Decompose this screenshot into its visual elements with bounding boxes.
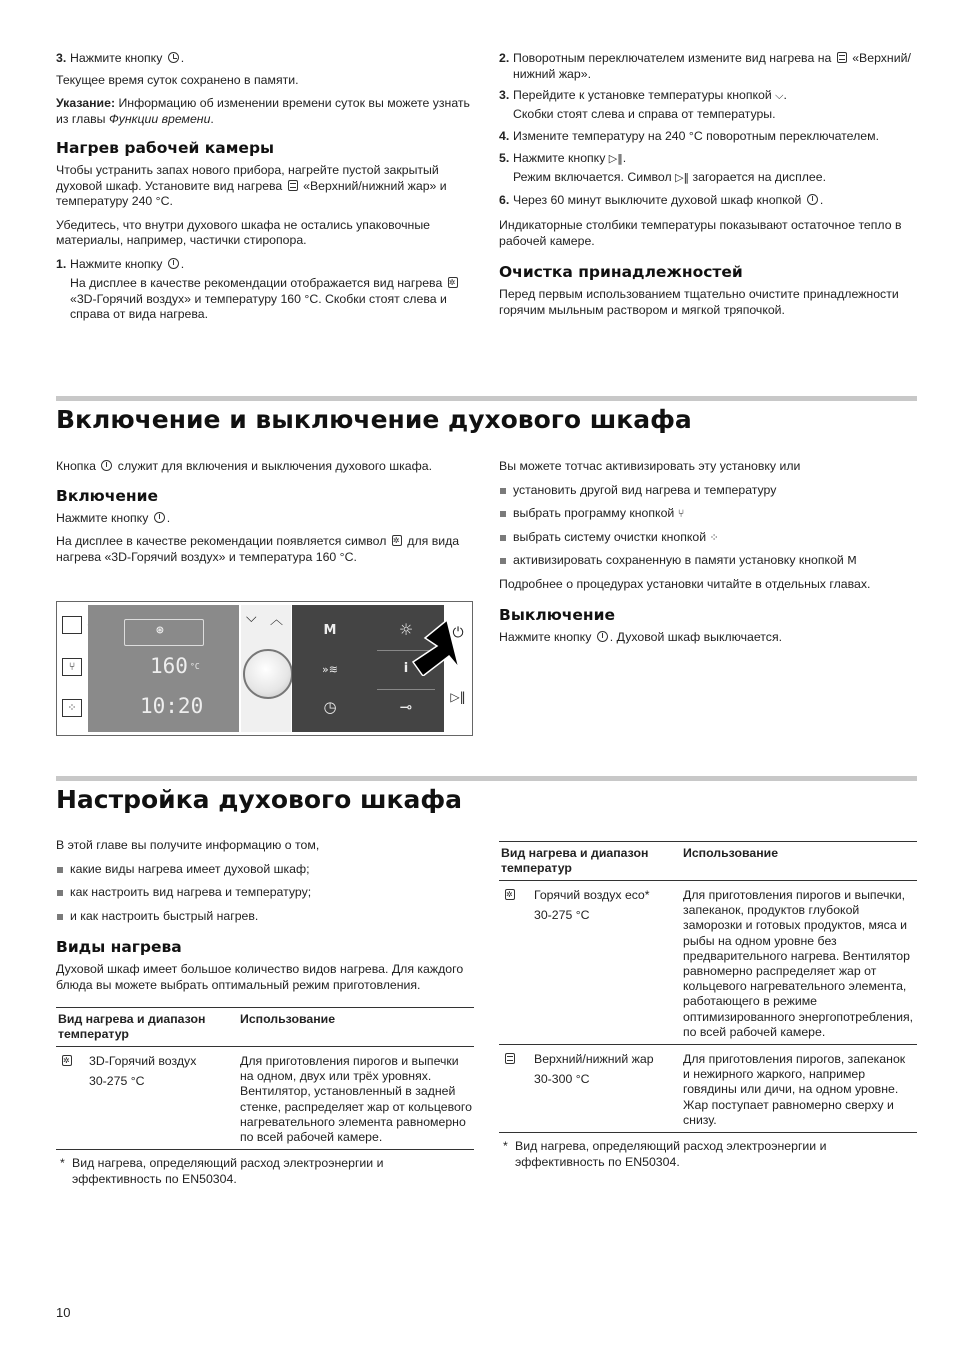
rotary-selector xyxy=(243,649,293,699)
power-button: ⏻ xyxy=(452,625,464,641)
display-time: 10:20 xyxy=(140,694,204,718)
table-header-use: Использование xyxy=(238,1008,474,1047)
section-title-onoff: Включение и выключение духового шкафа xyxy=(56,405,692,434)
list-item: какие виды нагрева имеет духовой шкаф; xyxy=(56,862,474,878)
separator xyxy=(377,689,435,690)
list-item: и как настроить быстрый нагрев. xyxy=(56,909,474,925)
heating-types-table-left xyxy=(56,1007,474,1150)
step-3-right: 3. Перейдите к установке температуры кнопкой ⌵. xyxy=(499,88,787,102)
table-row: ✲ 3D-Горячий воздух 30-275 °C Для приготовления пирогов и выпечки на одном, двух или трёх уровнях. Вентилятор, установленный в задней стенке, распределяет жар от кольцевого нагревательного элемента равномерно по всей рабочей камере. xyxy=(56,1047,474,1150)
oven-control-panel xyxy=(56,601,473,736)
table-header-type: Вид нагрева и диапазон температур xyxy=(56,1008,238,1047)
step-1: 1. Нажмите кнопку . xyxy=(56,256,185,271)
types-heading: Виды нагрева xyxy=(56,938,182,956)
memory-icon: M xyxy=(847,554,857,567)
onoff-intro: Кнопка служит для включения и выключения духового шкафа. xyxy=(56,459,433,473)
cleaning-icon: ⁘ xyxy=(709,530,719,544)
heat-heading: Нагрев рабочей камеры xyxy=(56,139,275,157)
list-item: установить другой вид нагрева и температуру xyxy=(499,483,917,499)
step-1-sub: На дисплее в качестве рекомендации отображается вид нагрева ✲ «3D-Горячий воздух» и температуру 160 °C. Скобки стоят слева и справа от вида нагрева. xyxy=(56,276,474,323)
power-icon xyxy=(154,512,165,523)
section-divider xyxy=(56,396,917,401)
chevron-down-icon: ⌵ xyxy=(246,610,257,626)
oven-display xyxy=(88,605,239,732)
top-left-column xyxy=(56,51,474,326)
light-button: ☼ xyxy=(398,620,414,639)
settings-right xyxy=(499,841,917,1170)
display-fan-symbol: ⊛ xyxy=(156,623,164,638)
timer-button: ◷ xyxy=(323,698,337,716)
onoff-right xyxy=(499,459,917,654)
cutlery-icon: ⑂ xyxy=(677,507,685,520)
on-paragraph-2: На дисплее в качестве рекомендации появляется символ ✲ для вида нагрева «3D-Горячий воздух» и температура 160 °C. xyxy=(56,534,474,565)
on-text: Нажмите кнопку . xyxy=(56,510,171,525)
start-pause-icon: ▷‖ xyxy=(675,171,690,184)
fan-3d-icon xyxy=(62,1055,72,1066)
heat-paragraph-1: Чтобы устранить запах нового прибора, нагрейте пустой закрытый духовой шкаф. Установите вид нагрева «Верхний/нижний жар» и температуру 240 °C. xyxy=(56,163,447,208)
fan-eco-icon xyxy=(505,889,515,900)
heating-types-table-right xyxy=(499,841,917,1133)
step-5-sub: Режим включается. Символ ▷‖ загорается на дисплее. xyxy=(513,170,827,184)
info-button: i xyxy=(403,661,409,676)
onoff-right-intro: Вы можете тотчас активизировать эту установку или xyxy=(499,459,801,473)
power-icon xyxy=(597,631,608,642)
step-6: 6. Через 60 минут выключите духовой шкаф кнопкой . xyxy=(499,192,824,207)
fan-3d-icon xyxy=(448,277,458,288)
onoff-left xyxy=(56,459,474,573)
step-3-left: 3. Нажмите кнопку . xyxy=(56,51,185,65)
list-item: активизировать сохраненную в памяти установку кнопкой M xyxy=(499,553,917,569)
step-2: 2. Поворотным переключателем измените вид нагрева на «Верхний/нижний жар». xyxy=(499,51,911,81)
programs-button xyxy=(62,658,82,676)
display-temp-unit: °C xyxy=(190,662,200,671)
settings-intro: В этой главе вы получите информацию о том, xyxy=(56,838,320,852)
table-row: ✲ Горячий воздух eco* 30-275 °C Для приготовления пирогов и выпечки, запеканок, продуктов глубокой заморозки и готовых продуктов, мяса и рыбы на одном уровне без предварительного нагрева. Вентилятор равномерно распределяет жар от кольцевого нагревательного элемента, работающего в режиме оптимизированного энергопотребления, по всей рабочей камере. xyxy=(499,881,917,1045)
on-heading: Включение xyxy=(56,486,158,505)
note: Указание: Информацию об изменении времени суток вы можете узнать из главы Функции времени. xyxy=(56,96,470,126)
table-row: Верхний/нижний жар 30-300 °C Для приготовления пирогов, запеканок и нежирного жаркого, например говядины или дичи, на одном уровне. Жар поступает равномерно сверху и снизу. xyxy=(499,1045,917,1133)
knob-area xyxy=(241,605,291,732)
settings-left xyxy=(56,838,474,1187)
top-bottom-heat-icon xyxy=(837,52,847,63)
cleaning-icon: ⁘ xyxy=(67,701,77,714)
child-lock-button: ⊸ xyxy=(399,698,413,716)
cleaning-button xyxy=(62,699,82,717)
chevron-up-icon: ︿ xyxy=(270,613,284,628)
page-number: 10 xyxy=(56,1305,71,1320)
memory-button: M xyxy=(323,623,337,638)
list-item: выбрать программу кнопкой ⑂ xyxy=(499,506,917,522)
power-icon xyxy=(168,258,179,269)
off-text: Нажмите кнопку . Духовой шкаф выключается. xyxy=(499,630,783,644)
clean-heading: Очистка принадлежностей xyxy=(499,263,743,281)
clock-icon xyxy=(168,52,179,63)
step-5: 5. Нажмите кнопку ▷‖. xyxy=(499,150,627,165)
top-bottom-heat-icon xyxy=(505,1053,515,1064)
start-pause-icon: ▷‖ xyxy=(608,151,623,165)
top-right-column xyxy=(499,51,917,326)
section-divider xyxy=(56,776,917,781)
off-heading: Выключение xyxy=(499,606,616,624)
power-icon xyxy=(807,194,818,205)
arrow-pointer-icon xyxy=(407,616,467,676)
more-info-text: Подробнее о процедурах установки читайте в отдельных главах. xyxy=(499,576,871,591)
step-4: 4. Измените температуру на 240 °C поворотным переключателем. xyxy=(499,129,879,143)
clean-text: Перед первым использованием тщательно очистите принадлежности горячим мыльным раствором и мягкой тряпочкой. xyxy=(499,287,899,317)
list-item: выбрать систему очистки кнопкой ⁘ xyxy=(499,530,917,546)
display-mode-frame xyxy=(124,619,204,646)
top-bottom-heat-icon xyxy=(288,180,298,191)
table-header-use: Использование xyxy=(681,842,917,881)
footnote: * Вид нагрева, определяющий расход электроэнергии и эффективность по EN50304. xyxy=(60,1156,384,1186)
step-3-sub: Скобки стоят слева и справа от температуры. xyxy=(513,106,776,121)
table-header-type: Вид нагрева и диапазон температур xyxy=(499,842,681,881)
fast-heat-button: »≋ xyxy=(322,663,338,676)
heat-paragraph-2: Убедитесь, что внутри духового шкафа не остались упаковочные материалы, например, частички стиропора. xyxy=(56,217,430,247)
types-text: Духовой шкаф имеет большое количество видов нагрева. Для каждого блюда вы можете выбрать оптимальный режим приготовления. xyxy=(56,962,464,992)
fan-3d-icon xyxy=(392,535,402,546)
saved-text: Текущее время суток сохранено в памяти. xyxy=(56,72,299,87)
section-title-settings: Настройка духового шкафа xyxy=(56,785,463,814)
cutlery-icon: ⑂ xyxy=(68,660,76,673)
heating-mode-button xyxy=(62,616,82,634)
footnote: * Вид нагрева, определяющий расход электроэнергии и эффективность по EN50304. xyxy=(503,1139,827,1169)
indicator-text: Индикаторные столбики температуры показывают остаточное тепло в рабочей камере. xyxy=(499,218,902,248)
start-button: ▷‖ xyxy=(450,690,466,704)
list-item: как настроить вид нагрева и температуру; xyxy=(56,885,474,901)
chevron-down-icon: ⌵ xyxy=(775,89,784,102)
display-temperature: 160 xyxy=(150,654,188,678)
power-icon xyxy=(101,460,112,471)
